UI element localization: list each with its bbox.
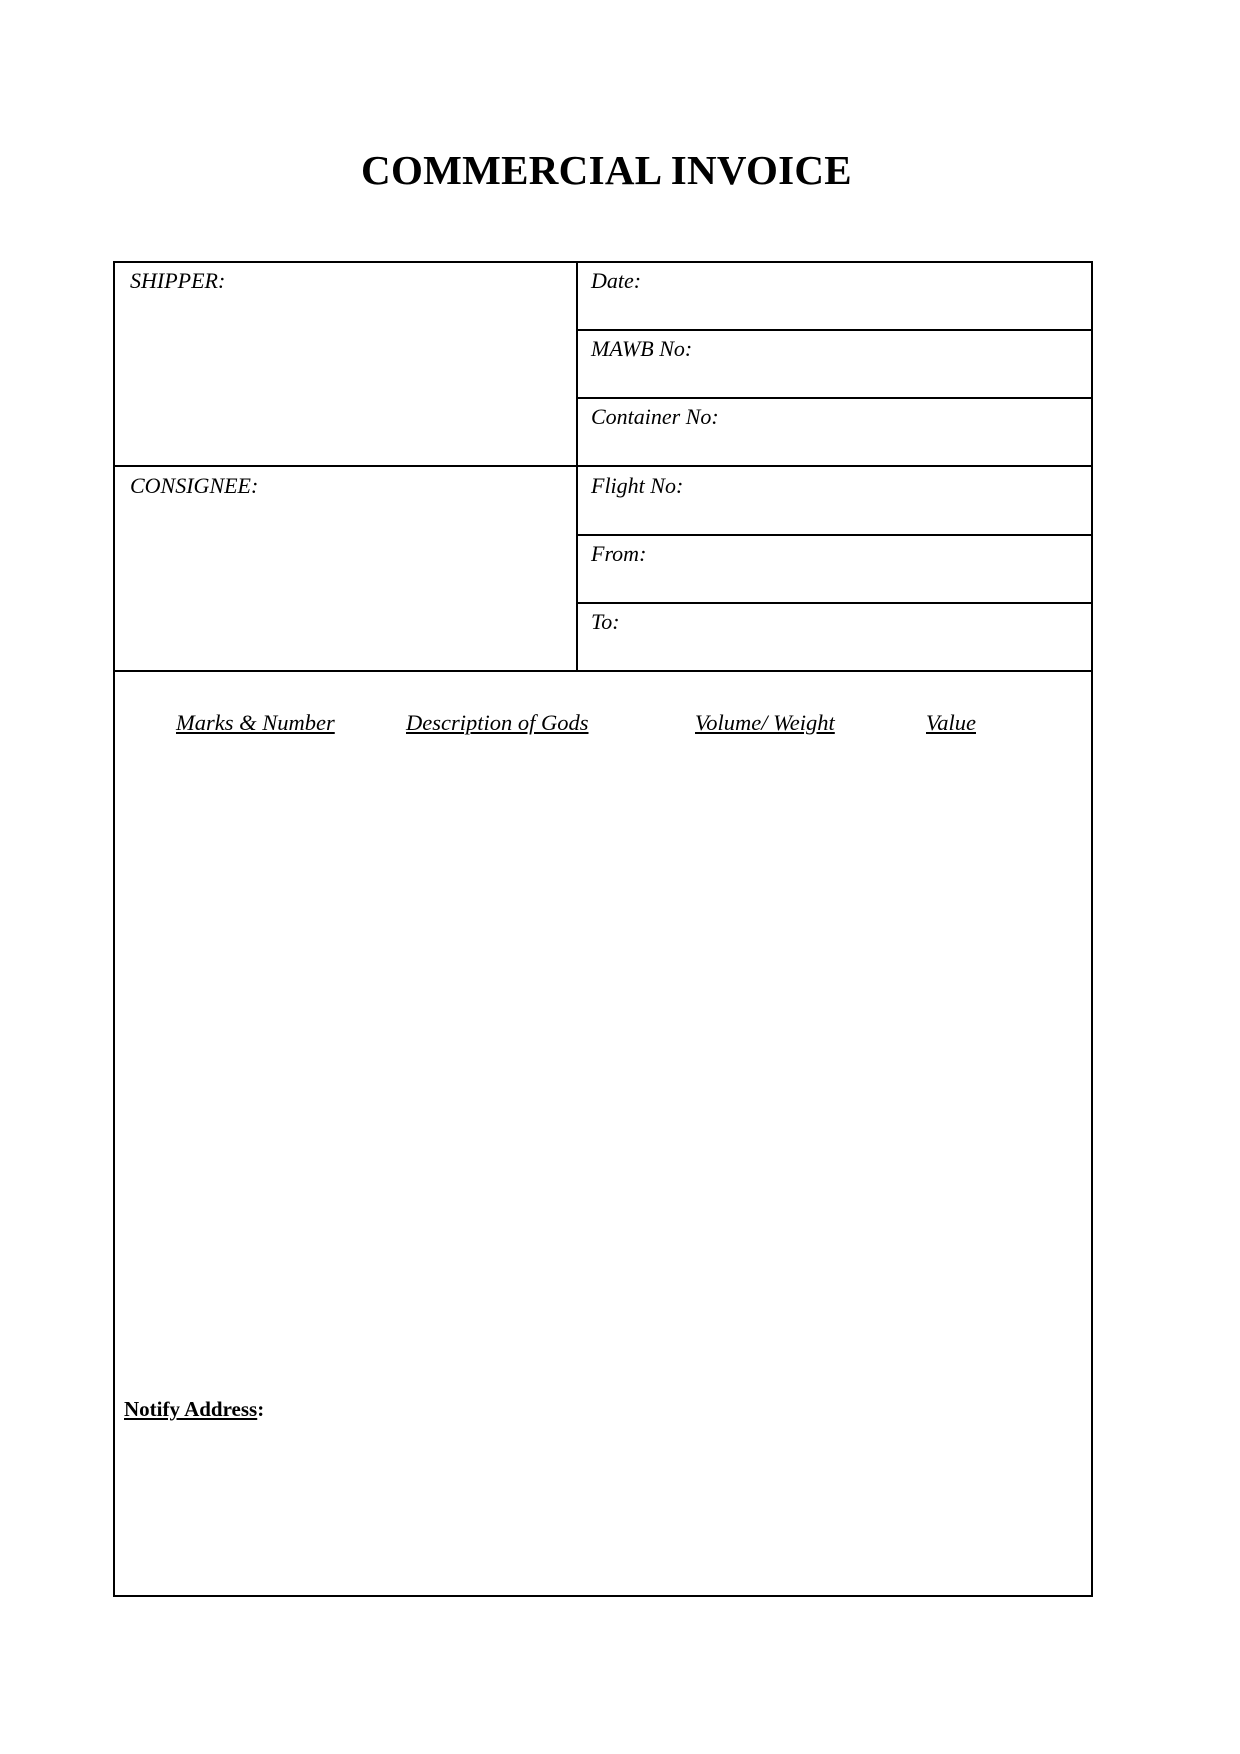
mawb-no-label: MAWB No:	[591, 336, 693, 361]
container-no-label: Container No:	[591, 404, 719, 429]
notify-address-text: Notify Address	[124, 1397, 258, 1421]
invoice-form	[113, 261, 1093, 1597]
consignee-label: CONSIGNEE:	[130, 473, 259, 498]
from-label: From:	[591, 541, 647, 566]
row-divider	[576, 534, 1091, 536]
row-divider	[576, 329, 1091, 331]
notify-address-label	[124, 1397, 264, 1422]
shipper-label: SHIPPER:	[130, 268, 226, 293]
column-header-volume-weight: Volume/ Weight	[695, 710, 835, 735]
row-divider	[576, 397, 1091, 399]
row-divider	[115, 670, 1091, 672]
document-title: COMMERCIAL INVOICE	[361, 147, 852, 193]
date-label: Date:	[591, 268, 642, 293]
flight-no-label: Flight No:	[591, 473, 684, 498]
notify-address-colon: :	[257, 1397, 265, 1421]
column-header-description: Description of Gods	[406, 710, 589, 735]
row-divider	[576, 602, 1091, 604]
column-header-marks: Marks & Number	[176, 710, 335, 735]
column-divider	[576, 263, 578, 672]
row-divider	[115, 465, 1091, 467]
column-header-value: Value	[926, 710, 976, 735]
to-label: To:	[591, 609, 620, 634]
